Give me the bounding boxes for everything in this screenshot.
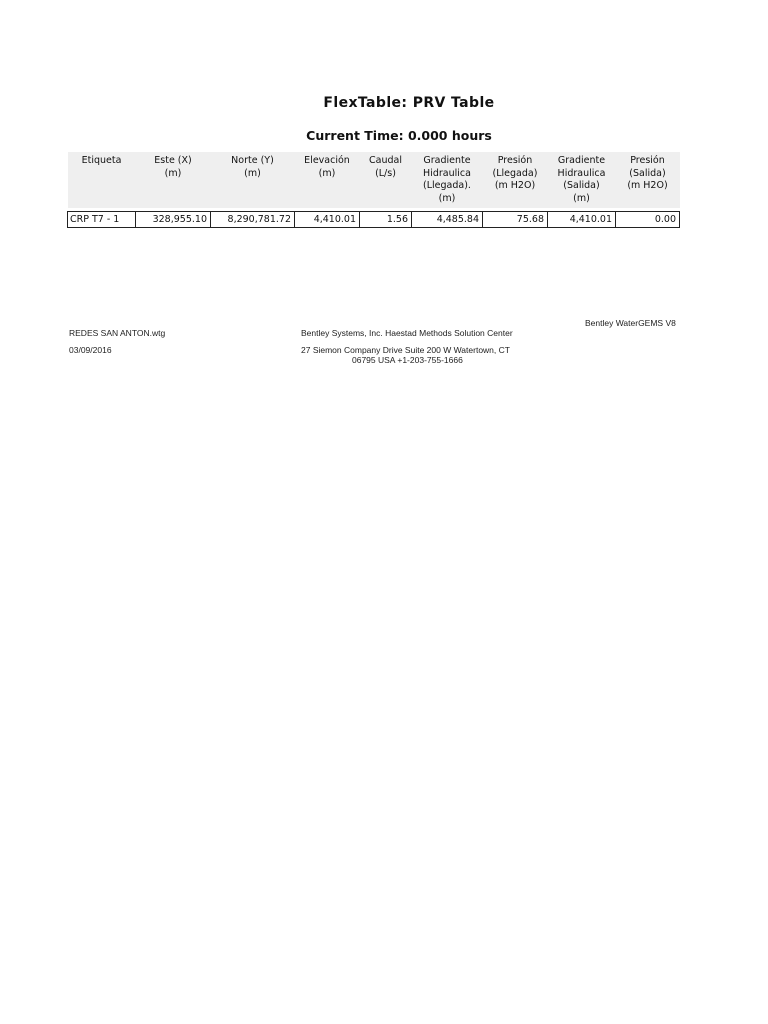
cell-etiqueta: CRP T7 - 1 [68,212,136,228]
cell-este: 328,955.10 [136,212,211,228]
column-header: Presión (Salida) (m H2O) [616,152,680,208]
table-row [68,212,680,228]
cell-elevacion: 4,410.01 [295,212,360,228]
report-date: 03/09/2016 [69,345,112,355]
column-header: Gradiente Hidraulica (Salida) (m) [548,152,616,208]
company-address-line1: 27 Siemon Company Drive Suite 200 W Watertown, CT [301,345,510,355]
cell-presion-salida: 0.00 [616,212,680,228]
cell-caudal: 1.56 [360,212,412,228]
file-name: REDES SAN ANTON.wtg [69,328,166,338]
table-header-row [68,152,680,208]
cell-gradiente-llegada: 4,485.84 [412,212,483,228]
cell-norte: 8,290,781.72 [211,212,295,228]
column-header: Caudal (L/s) [360,152,412,208]
prv-flextable [67,152,680,228]
current-time: Current Time: 0.000 hours [306,128,492,143]
page-title: FlexTable: PRV Table [323,95,495,111]
company-name: Bentley Systems, Inc. Haestad Methods Solution Center [301,328,513,338]
column-header: Presión (Llegada) (m H2O) [483,152,548,208]
column-header: Elevación (m) [295,152,360,208]
column-header: Este (X) (m) [136,152,211,208]
column-header: Norte (Y) (m) [211,152,295,208]
product-name: Bentley WaterGEMS V8 [585,318,676,328]
column-header: Gradiente Hidraulica (Llegada). (m) [412,152,483,208]
column-header: Etiqueta [68,152,136,208]
company-address-line2: 06795 USA +1-203-755-1666 [352,355,463,365]
cell-presion-llegada: 75.68 [483,212,548,228]
cell-gradiente-salida: 4,410.01 [548,212,616,228]
